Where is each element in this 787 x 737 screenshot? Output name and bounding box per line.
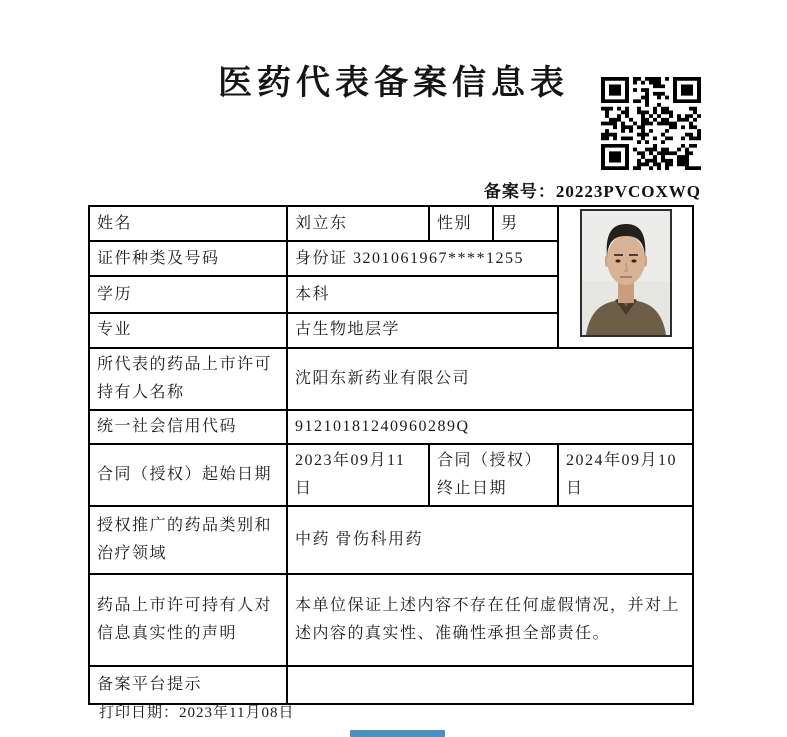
- id-photo: [580, 209, 672, 337]
- education-value: 本科: [287, 276, 558, 312]
- print-date-label: 打印日期：: [99, 705, 180, 721]
- major-value: 古生物地层学: [287, 313, 558, 348]
- table-row: [89, 666, 693, 704]
- qr-code-icon: [601, 77, 701, 170]
- page-title: 医药代表备案信息表: [218, 65, 569, 102]
- contract-start-label: 合同（授权）起始日期: [89, 444, 287, 506]
- education-label: 学历: [89, 276, 287, 312]
- contract-end-value: 2024年09月10日: [558, 444, 693, 506]
- contract-start-value: 2023年09月11日: [287, 444, 429, 506]
- declaration-label: 药品上市许可持有人对信息真实性的声明: [89, 574, 287, 666]
- print-date-value: 2023年11月08日: [179, 705, 295, 721]
- table-row: [89, 506, 693, 574]
- major-label: 专业: [89, 313, 287, 348]
- credit-code-value: 91210181240960289Q: [287, 410, 693, 444]
- name-value: 刘立东: [287, 206, 429, 241]
- table-row: [89, 206, 693, 241]
- gender-label: 性别: [429, 206, 493, 241]
- print-date-line: [99, 701, 294, 722]
- mah-name-label: 所代表的药品上市许可持有人名称: [89, 348, 287, 410]
- table-row: [89, 410, 693, 444]
- contract-end-label: 合同（授权）终止日期: [429, 444, 558, 506]
- mah-name-value: 沈阳东新药业有限公司: [287, 348, 693, 410]
- id-photo-cell: [558, 206, 693, 348]
- table-row: [89, 444, 693, 506]
- gender-value: 男: [493, 206, 558, 241]
- id-number-label: 证件种类及号码: [89, 241, 287, 276]
- qr-code-svg: [601, 77, 701, 170]
- drug-category-value: 中药 骨伤科用药: [287, 506, 693, 574]
- record-number-value: 20223PVCOXWQ: [555, 182, 701, 201]
- credit-code-label: 统一社会信用代码: [89, 410, 287, 444]
- record-number-line: [484, 177, 701, 202]
- table-row: [89, 574, 693, 666]
- declaration-value: 本单位保证上述内容不存在任何虚假情况，并对上述内容的真实性、准确性承担全部责任。: [287, 574, 693, 666]
- table-row: [89, 348, 693, 410]
- id-photo-portrait: [582, 211, 670, 335]
- record-number-label: 备案号：: [483, 182, 556, 201]
- platform-note-value: [287, 666, 693, 704]
- filing-info-table: [88, 205, 694, 705]
- horizontal-scrollbar-thumb[interactable]: [350, 730, 445, 737]
- id-number-value: 身份证 3201061967****1255: [287, 241, 558, 276]
- drug-category-label: 授权推广的药品类别和治疗领域: [89, 506, 287, 574]
- name-label: 姓名: [89, 206, 287, 241]
- platform-note-label: 备案平台提示: [89, 666, 287, 704]
